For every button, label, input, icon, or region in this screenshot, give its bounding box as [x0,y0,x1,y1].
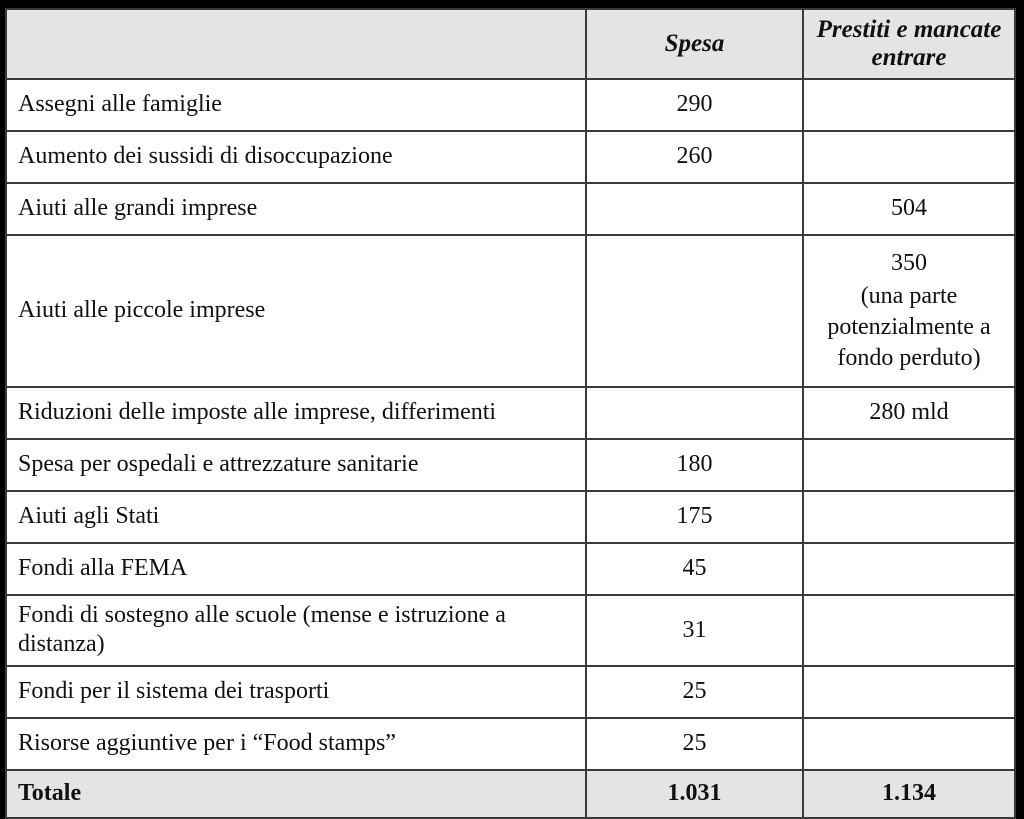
row-spesa-value: 25 [682,729,707,756]
header-spesa-text: Spesa [664,30,725,57]
row-prestiti-value [804,152,1014,162]
total-label-cell [6,770,586,818]
row-prestiti-value: 350 [891,249,927,276]
row-spesa-value [587,408,802,418]
row-label-text: Aumento dei sussidi di disoccupazione [18,143,393,170]
budget-table [5,8,1016,819]
row-spesa-cell [586,543,803,595]
header-prestiti-line1: Prestiti e mancate [816,16,1002,43]
header-prestiti-text [804,12,1014,76]
table-row [6,235,1015,387]
row-label-cell [6,543,586,595]
table-row [6,718,1015,770]
row-prestiti-cell [803,666,1015,718]
row-prestiti-cell [803,543,1015,595]
row-label-cell [6,666,586,718]
row-label-cell [6,439,586,491]
row-prestiti-value: 504 [891,195,927,222]
header-cell-prestiti [803,9,1015,79]
table-body [6,79,1015,818]
table-row [6,491,1015,543]
row-label-text: Aiuti alle grandi imprese [18,195,258,222]
row-prestiti-cell [803,183,1015,235]
row-spesa-cell [586,79,803,131]
row-spesa-cell [586,439,803,491]
row-prestiti-value [804,564,1014,574]
table-row [6,183,1015,235]
row-spesa-cell [586,491,803,543]
row-prestiti-cell [803,718,1015,770]
row-spesa-value [587,306,802,316]
table-row [6,595,1015,666]
row-prestiti-value [804,512,1014,522]
row-spesa-value: 290 [676,91,713,118]
row-prestiti-value [804,625,1014,635]
table-row [6,439,1015,491]
total-label-text: Totale [18,779,82,806]
row-label-cell [6,491,586,543]
row-label-text: Aiuti alle piccole imprese [18,297,266,324]
row-label-cell [6,387,586,439]
row-spesa-cell [586,131,803,183]
row-spesa-value: 175 [676,503,713,530]
row-label-text: Fondi di sostegno alle scuole (mense e istruzione a distanza) [18,602,506,658]
row-prestiti-value [804,739,1014,749]
row-label-cell [6,595,586,666]
header-row [6,9,1015,79]
row-prestiti-cell [803,235,1015,387]
table-row [6,131,1015,183]
row-label-text: Spesa per ospedali e attrezzature sanitarie [18,451,419,478]
total-prestiti-cell [803,770,1015,818]
row-label-cell [6,131,586,183]
table-row [6,543,1015,595]
header-prestiti-line2: entrare [871,44,947,71]
total-spesa-value: 1.031 [667,779,722,806]
row-label-text: Assegni alle famiglie [18,91,222,118]
row-prestiti-cell [803,595,1015,666]
total-row [6,770,1015,818]
row-prestiti-value: 280 mld [869,399,949,426]
row-spesa-cell [586,183,803,235]
row-prestiti-note-line3: fondo perduto) [837,345,981,372]
row-spesa-value: 260 [676,143,713,170]
table-row [6,79,1015,131]
table-row [6,387,1015,439]
row-prestiti-value [804,460,1014,470]
row-spesa-value: 180 [676,451,713,478]
row-label-text: Fondi alla FEMA [18,555,188,582]
row-spesa-cell [586,666,803,718]
row-spesa-value: 31 [682,616,707,643]
row-label-text: Risorse aggiuntive per i “Food stamps” [18,729,396,756]
row-prestiti-note-line2: potenzialmente a [827,314,991,340]
row-prestiti-cell [803,439,1015,491]
row-spesa-value: 45 [682,555,707,582]
row-label-text: Fondi per il sistema dei trasporti [18,677,330,704]
row-label-cell [6,183,586,235]
row-prestiti-cell [803,79,1015,131]
row-label-text: Riduzioni delle imposte alle imprese, differimenti [18,399,497,426]
header-cell-spesa [586,9,803,79]
row-prestiti-cell [803,131,1015,183]
row-label-cell [6,235,586,387]
row-spesa-cell [586,718,803,770]
total-prestiti-value: 1.134 [882,779,936,806]
row-prestiti-value [804,687,1014,697]
table-row [6,666,1015,718]
row-prestiti-cell [803,387,1015,439]
row-label-cell [6,718,586,770]
row-spesa-cell [586,595,803,666]
row-prestiti-value [804,100,1014,110]
header-label-text [7,40,585,48]
header-cell-label [6,9,586,79]
row-label-text: Aiuti agli Stati [18,503,160,530]
row-label-cell [6,79,586,131]
row-spesa-value [587,204,802,214]
row-spesa-cell [586,387,803,439]
row-spesa-cell [586,235,803,387]
total-spesa-cell [586,770,803,818]
row-prestiti-value-group [804,243,1014,380]
row-prestiti-cell [803,491,1015,543]
table-header [6,9,1015,79]
row-spesa-value: 25 [682,677,707,704]
row-prestiti-note-line1: (una parte [860,282,958,309]
